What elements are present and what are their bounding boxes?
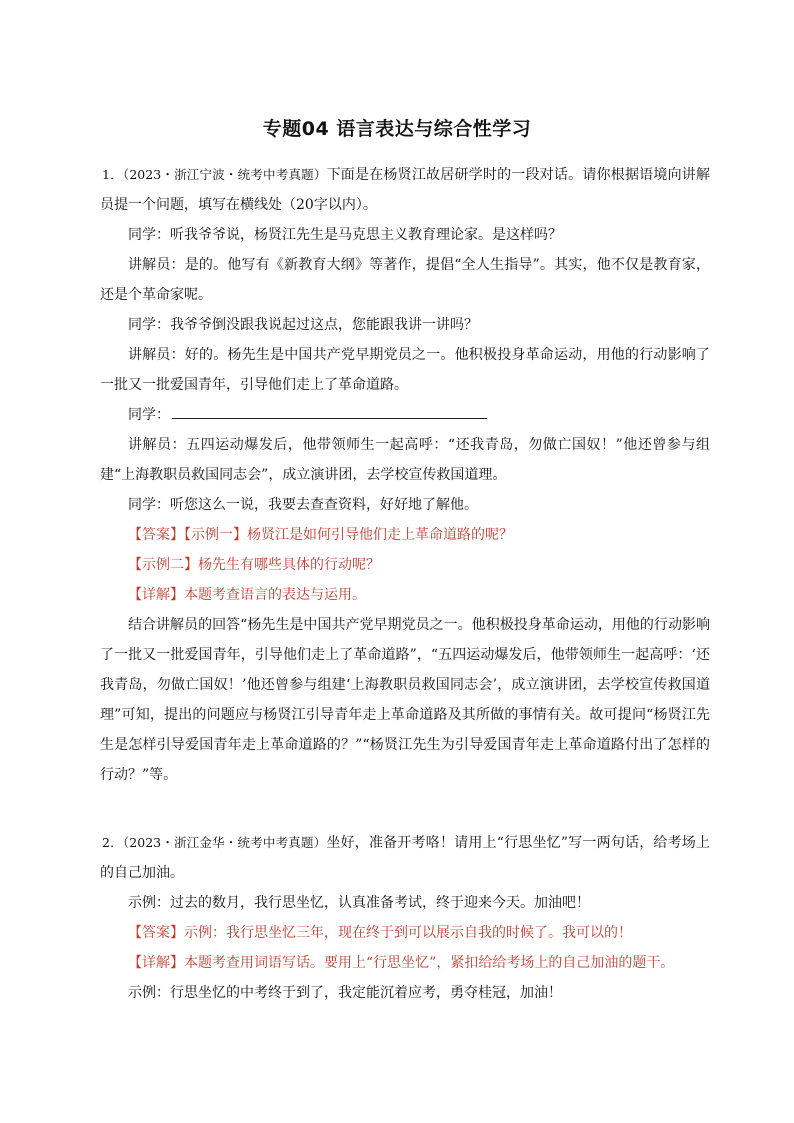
dialogue-line: 讲解员：好的。杨先生是中国共产党早期党员之一。他积极投身革命运动，用他的行动影响了一批又一批爱国青年，引导他们走上了革命道路。 (100, 347, 710, 393)
question-1-text: 下面是在杨贤江故居研学时的一段对话。请你根据语境向讲解员提一个问题，填写在横线处（20字以内）。 (100, 167, 711, 213)
question-1-stem (100, 160, 710, 220)
analysis-paragraph: 结合讲解员的回答“杨先生是中国共产党早期党员之一。他积极投身革命运动，用他的行动影响了一批又一批爱国青年，引导他们走上了革命道路”，“五四运动爆发后，他带领师生一起高呼：‘还我青岛，勿做亡国奴！’他还曾参与组建‘上海教职员救国同志会’，成立演讲团，去学校宣传救国道理”可知，提出的问题应与杨贤江引导青年走上革命道路及其所做的事情有关。故可提问“杨贤江先生是怎样引导爱国青年走上革命道路的？”“杨贤江先生为引导爱国青年走上革命道路付出了怎样的行动？”等。 (100, 617, 710, 783)
question-gap (100, 790, 710, 828)
dialogue-line: 同学：听我爷爷说，杨贤江先生是马克思主义教育理论家。是这样吗？ (128, 227, 562, 243)
answer-tag: 【答案】 (128, 925, 184, 941)
dialogue-line: 同学：听您这么一说，我要去查查资料，好好地了解他。 (128, 497, 478, 513)
dialogue-line: 同学：我爷爷倒没跟我说起过这点，您能跟我讲一讲吗？ (128, 317, 478, 333)
question-2-stem (100, 828, 710, 888)
page-title: 专题04 语言表达与综合性学习 (262, 118, 532, 140)
detail-line (100, 580, 710, 610)
detail-line (100, 948, 710, 978)
question-2-source: （2023・浙江金华・统考中考真题） (122, 835, 327, 850)
question-1-source: （2023・浙江宁波・统考中考真题） (122, 167, 327, 182)
detail-tag: 【详解】 (128, 955, 184, 971)
dialogue-line: 讲解员：是的。他写有《新教育大纲》等著作，提倡“全人生指导”。其实，他不仅是教育家，还是个革命家呢。 (100, 257, 710, 303)
answer-blank[interactable] (172, 404, 487, 419)
example-line: 示例：过去的数月，我行思坐忆，认真准备考试，终于迎来今天。加油吧！ (128, 895, 590, 911)
answer-example-2: 【示例二】杨先生有哪些具体的行动呢？ (128, 557, 380, 573)
answer-example-1: 【示例一】杨贤江是如何引导他们走上革命道路的呢？ (184, 527, 513, 543)
question-1-number: 1． (102, 167, 123, 182)
question-2-number: 2． (102, 835, 123, 850)
answer-tag: 【答案】 (128, 527, 184, 543)
question-2-text: 坐好，准备开考咯！请用上“行思坐忆”写一两句话，给考场上的自己加油。 (100, 835, 710, 881)
answer-line (100, 918, 710, 948)
dialogue-line: 讲解员：五四运动爆发后，他带领师生一起高呼：“还我青岛，勿做亡国奴！”他还曾参与组建“上海教职员救国同志会”，成立演讲团，去学校宣传救国道理。 (100, 437, 710, 483)
answer-text: 示例：我行思坐忆三年，现在终于到可以展示自我的时候了。我可以的！ (184, 925, 632, 941)
detail-tag: 【详解】 (128, 587, 184, 603)
analysis-paragraph: 示例：行思坐忆的中考终于到了，我定能沉着应考，勇夺桂冠，加油！ (128, 985, 562, 1001)
dialogue-blank-line (100, 400, 710, 430)
blank-label: 同学： (128, 407, 170, 423)
detail-text: 本题考查语言的表达与运用。 (184, 587, 366, 603)
document-body (100, 160, 710, 1008)
detail-text: 本题考查用词语写话。要用上“行思坐忆”，紧扣给给考场上的自己加油的题干。 (184, 955, 675, 971)
answer-line (100, 520, 710, 550)
